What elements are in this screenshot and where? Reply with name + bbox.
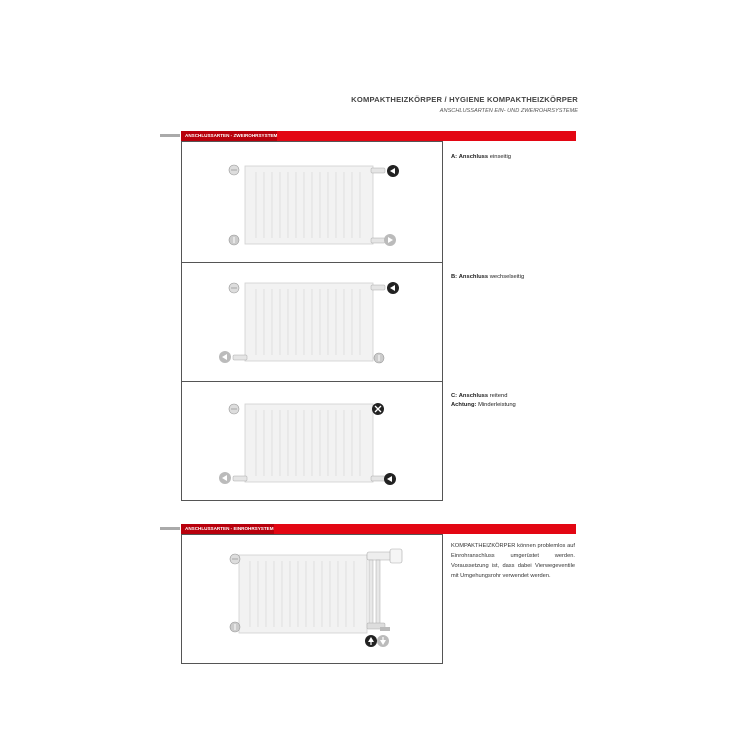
radiator-b	[245, 283, 373, 361]
diagram-panel-a	[181, 141, 443, 263]
variant-b-description	[451, 273, 524, 282]
variant-b-text: wechselseitig	[489, 274, 525, 280]
vent-valve-icon	[229, 283, 239, 293]
arrow-left-icon	[384, 473, 396, 485]
section-divider	[160, 527, 180, 530]
radiator-c	[245, 404, 373, 482]
section-label-two-pipe: ANSCHLUSSARTEN - ZWEIROHRSYSTEM	[181, 131, 277, 141]
variant-c-prefix: C:	[451, 393, 458, 399]
vent-valve-icon	[229, 404, 239, 414]
variant-c-description	[451, 392, 516, 410]
variant-a-prefix: A:	[451, 154, 458, 160]
radiator-a	[245, 166, 373, 244]
diagram-panel-b	[181, 262, 443, 382]
section-label-one-pipe: ANSCHLUSSARTEN - EINROHRSYSTEM	[181, 524, 274, 534]
variant-b-keyword: Anschluss	[458, 274, 489, 280]
page-subtitle: ANSCHLUSSARTEN EIN- UND ZWEIROHRSYSTEME	[439, 108, 578, 114]
arrow-down-icon	[377, 635, 389, 647]
arrow-left-icon	[219, 472, 231, 484]
variant-a-text: einseitig	[489, 154, 511, 160]
diagram-panel-c	[181, 381, 443, 501]
variant-a-keyword: Anschluss	[458, 154, 489, 160]
arrow-left-icon	[387, 165, 399, 177]
drain-plug-icon	[229, 235, 239, 245]
four-way-valve-pipes	[367, 549, 402, 631]
drain-plug-icon	[374, 353, 384, 363]
variant-c-text: reitend	[489, 393, 508, 399]
variant-c-warning-label: Achtung:	[451, 402, 477, 408]
variant-b-prefix: B:	[451, 274, 458, 280]
arrow-right-icon	[384, 234, 396, 246]
variant-c-keyword: Anschluss	[458, 393, 489, 399]
arrow-left-icon	[219, 351, 231, 363]
arrow-left-icon	[387, 282, 399, 294]
variant-a-description	[451, 153, 511, 162]
vent-valve-icon	[230, 554, 240, 564]
arrow-up-icon	[365, 635, 377, 647]
radiator-d	[239, 555, 367, 633]
drain-plug-icon	[230, 622, 240, 632]
one-pipe-paragraph: KOMPAKTHEIZKÖRPER können problemlos auf Einrohranschluss umgerüstet werden. Voraussetzung ist, dass dabei Vierwegeventile mit Umgehungsrohr verwendet werden.	[451, 543, 575, 579]
vent-valve-icon	[229, 165, 239, 175]
closed-x-icon	[372, 403, 384, 415]
page-title: KOMPAKTHEIZKÖRPER / HYGIENE KOMPAKTHEIZKÖRPER	[351, 95, 578, 104]
variant-c-warning-text: Minderleistung	[478, 402, 516, 408]
diagram-panel-one-pipe	[181, 534, 443, 664]
section-divider	[160, 134, 180, 137]
